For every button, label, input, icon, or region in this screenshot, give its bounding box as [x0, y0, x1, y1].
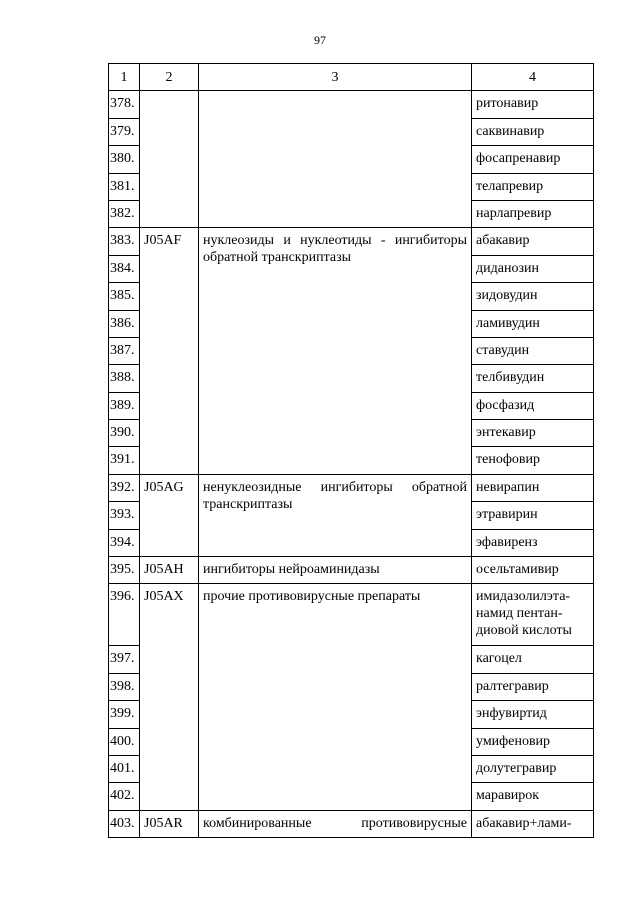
- drug-name: абакавир+лами-: [472, 810, 594, 837]
- row-number: 398.: [109, 673, 140, 700]
- drug-name: этравирин: [472, 502, 594, 529]
- row-number: 401.: [109, 755, 140, 782]
- drug-name: ралтегравир: [472, 673, 594, 700]
- atc-code: J05AH: [140, 557, 199, 584]
- drug-group: ингибиторы нейроаминидазы: [199, 557, 472, 584]
- drug-name: абакавир: [472, 228, 594, 255]
- drug-name: ламивудин: [472, 310, 594, 337]
- row-number: 403.: [109, 810, 140, 837]
- atc-code: J05AG: [140, 474, 199, 556]
- row-number: 391.: [109, 447, 140, 474]
- table-row: [109, 557, 594, 584]
- drug-name: энфувиртид: [472, 701, 594, 728]
- row-number: 399.: [109, 701, 140, 728]
- drug-group: прочие противовирусные препараты: [199, 584, 472, 810]
- page-number: 97: [314, 33, 326, 47]
- atc-code: [140, 91, 199, 228]
- drug-table: [108, 63, 594, 838]
- drug-name: маравирок: [472, 783, 594, 810]
- drug-group: комбинированные противовирусные: [199, 810, 472, 837]
- drug-name: невирапин: [472, 474, 594, 501]
- row-number: 378.: [109, 91, 140, 118]
- row-number: 402.: [109, 783, 140, 810]
- column-header: 4: [472, 64, 594, 91]
- atc-code: J05AX: [140, 584, 199, 810]
- drug-name: саквинавир: [472, 118, 594, 145]
- drug-name: осельтамивир: [472, 557, 594, 584]
- row-number: 385.: [109, 283, 140, 310]
- table-header-row: [109, 64, 594, 91]
- column-header: 1: [109, 64, 140, 91]
- drug-name: телапревир: [472, 173, 594, 200]
- row-number: 394.: [109, 529, 140, 556]
- drug-name: умифеновир: [472, 728, 594, 755]
- row-number: 387.: [109, 337, 140, 364]
- table-row: [109, 810, 594, 837]
- row-number: 400.: [109, 728, 140, 755]
- drug-name: ставудин: [472, 337, 594, 364]
- row-number: 380.: [109, 146, 140, 173]
- row-number: 393.: [109, 502, 140, 529]
- drug-name: зидовудин: [472, 283, 594, 310]
- drug-name: фосфазид: [472, 392, 594, 419]
- table-row: [109, 474, 594, 501]
- row-number: 381.: [109, 173, 140, 200]
- drug-name: тенофовир: [472, 447, 594, 474]
- column-header: 3: [199, 64, 472, 91]
- row-number: 397.: [109, 646, 140, 673]
- drug-name: долутегравир: [472, 755, 594, 782]
- atc-code: J05AR: [140, 810, 199, 837]
- column-header: 2: [140, 64, 199, 91]
- row-number: 383.: [109, 228, 140, 255]
- row-number: 388.: [109, 365, 140, 392]
- drug-name: энтекавир: [472, 420, 594, 447]
- atc-code: J05AF: [140, 228, 199, 475]
- row-number: 396.: [109, 584, 140, 646]
- row-number: 392.: [109, 474, 140, 501]
- row-number: 395.: [109, 557, 140, 584]
- drug-name: нарлапревир: [472, 200, 594, 227]
- drug-group: [199, 91, 472, 228]
- table-row: [109, 584, 594, 646]
- row-number: 386.: [109, 310, 140, 337]
- drug-name: эфавиренз: [472, 529, 594, 556]
- drug-name: диданозин: [472, 255, 594, 282]
- row-number: 389.: [109, 392, 140, 419]
- table-row: [109, 91, 594, 118]
- row-number: 382.: [109, 200, 140, 227]
- drug-group: нуклеозиды и нуклеотиды - ингибиторы обратной транскриптазы: [199, 228, 472, 475]
- drug-name: имидазолилэта-намид пентан-диовой кислоты: [472, 584, 594, 646]
- drug-name: кагоцел: [472, 646, 594, 673]
- drug-name: фосапренавир: [472, 146, 594, 173]
- drug-name: телбивудин: [472, 365, 594, 392]
- row-number: 379.: [109, 118, 140, 145]
- table-row: [109, 228, 594, 255]
- row-number: 384.: [109, 255, 140, 282]
- row-number: 390.: [109, 420, 140, 447]
- drug-name: ритонавир: [472, 91, 594, 118]
- drug-group: ненуклеозидные ингибиторы обратной транскриптазы: [199, 474, 472, 556]
